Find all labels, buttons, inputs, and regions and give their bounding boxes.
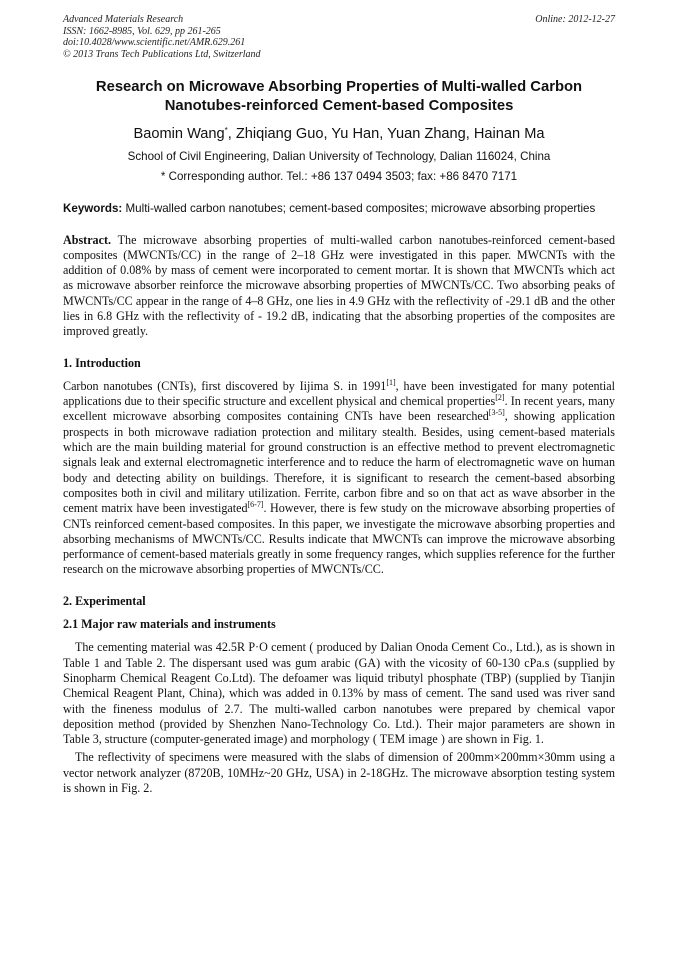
journal-name: Advanced Materials Research <box>63 14 184 25</box>
corresponding-author: * Corresponding author. Tel.: +86 137 0494 3503; fax: +86 8470 7171 <box>160 170 518 183</box>
doi-line: doi:10.4028/www.scientific.net/AMR.629.261 <box>63 37 246 48</box>
corresponding-mark: * <box>224 126 228 135</box>
keywords <box>63 202 615 217</box>
abstract-text: The microwave absorbing properties of multi-walled carbon nanotubes-reinforced cement-based composites (MWCNTs/CC) in the range of 2–18 GHz were investigated in this paper. MWCNTs with the addition of 0.08% by mass of cement were incorporated to cement mortar. It is shown that MWCNTs which act as microwave absorber reinforce the microwave absorbing properties of MWCNTs/CC. Two absorbing peaks of MWCNTs/CC appear in the range of 4–8 GHz, one lies in 4.9 GHz with the reflectivity of -29.1 dB and the other lies in 6.8 GHz with the reflectivity of - 19.2 dB, indicating that the absorbing properties of the composites are improved greatly. <box>63 232 615 339</box>
keywords-label: Keywords: <box>63 202 123 215</box>
online-date: Online: 2012-12-27 <box>535 14 615 25</box>
intro-text-2: , have been investigated for many potential applications due to their specific structure and excellent physical and chemical properties <box>63 378 615 409</box>
paper-title <box>63 78 615 115</box>
intro-text-1: Carbon nanotubes (CNTs), first discovered by Iijima S. in 1991 <box>63 378 387 393</box>
copyright-line: © 2013 Trans Tech Publications Ltd, Switzerland <box>63 48 261 60</box>
experimental-paragraph-1: The cementing material was 42.5R P·O cement ( produced by Dalian Onoda Cement Co., Ltd.), as is shown in Table 1 and Table 2. The dispersant used was gum arabic (GA) with the vicosity of 60-130 cPa.s (supplied by Sinopharm Chemical Reagent Co.Ltd). The defoamer was liquid tributyl phosphate (TBP) (supplied by Tianjin Chemical Reagent Plant, China), which was added in 0.13% by mass of cement. The sand used was river sand with the fineness modulus of 2.7. The multi-walled carbon nanotubes were prepared by chemical vapor deposition method (provided by Shenzhen Nano-Technology Co. Ltd.). Their major parameters are shown in Table 3, structure (computer-generated image) and morphology ( TEM image ) are shown in Fig. 1. <box>63 640 615 747</box>
citation-ref-4[interactable]: [6-7] <box>247 500 264 510</box>
affiliation: School of Civil Engineering, Dalian University of Technology, Dalian 116024, China <box>127 150 551 163</box>
experimental-paragraph-2: The reflectivity of specimens were measured with the slabs of dimension of 200mm×200mm×30mm using a vector network analyzer (8720B, 10MHz~20 GHz, USA) in 2-18GHz. The microwave absorption testing system is shown in Fig. 2. <box>63 750 615 795</box>
title-line-2: Nanotubes-reinforced Cement-based Composites <box>164 97 514 114</box>
abstract <box>63 233 615 340</box>
citation-ref-1[interactable]: [1] <box>386 377 396 387</box>
journal-header <box>63 14 615 60</box>
citation-ref-3[interactable]: [3-5] <box>488 408 505 418</box>
abstract-label: Abstract. <box>63 232 112 247</box>
title-line-1: Research on Microwave Absorbing Properties of Multi-walled Carbon <box>95 79 583 95</box>
section-heading-introduction: 1. Introduction <box>63 355 141 370</box>
introduction-paragraph <box>63 379 615 578</box>
intro-text-5: . However, there is few study on the microwave absorbing properties of CNTs reinforced cement-based composites. In this paper, we investigate the microwave absorbing properties and absorbing mechanisms of MWCNTs/CC. Results indicate that MWCNTs can improve the microwave absorbing performance of cement-based materials greatly in some frequency ranges, which supplies reference for the further research on the microwave absorbing properties of MWCNTs/CC. <box>63 501 615 577</box>
keywords-text: Multi-walled carbon nanotubes; cement-based composites; microwave absorbing properties <box>125 202 596 215</box>
author-list <box>63 125 615 143</box>
intro-text-3: . In recent years, many excellent microwave absorbing composites containing CNTs have been researched <box>63 394 616 424</box>
citation-ref-2[interactable]: [2] <box>495 393 505 403</box>
author-first: Baomin Wang <box>133 126 225 142</box>
issn-line: ISSN: 1662-8985, Vol. 629, pp 261-265 <box>63 25 221 37</box>
subsection-heading-materials: 2.1 Major raw materials and instruments <box>63 617 276 632</box>
author-rest: , Zhiqiang Guo, Yu Han, Yuan Zhang, Hainan Ma <box>227 126 545 142</box>
intro-text-4: , showing application prospects in both microwave radiation protection and military stealth. Besides, using cement-based materials which are the main building material for ground construction is an effective method to prevent electromagnetic signals leak and external electromagnetic interference and to reduce the harm of electromagnetic wave on human body and detecting ability on buildings. Therefore, it is significant to research the cement-based absorbing composites both in civil and military utilization. Ferrite, carbon fibre and so on that act as wave absorber in the cement matrix have been investigated <box>63 409 616 516</box>
section-heading-experimental: 2. Experimental <box>63 593 146 608</box>
